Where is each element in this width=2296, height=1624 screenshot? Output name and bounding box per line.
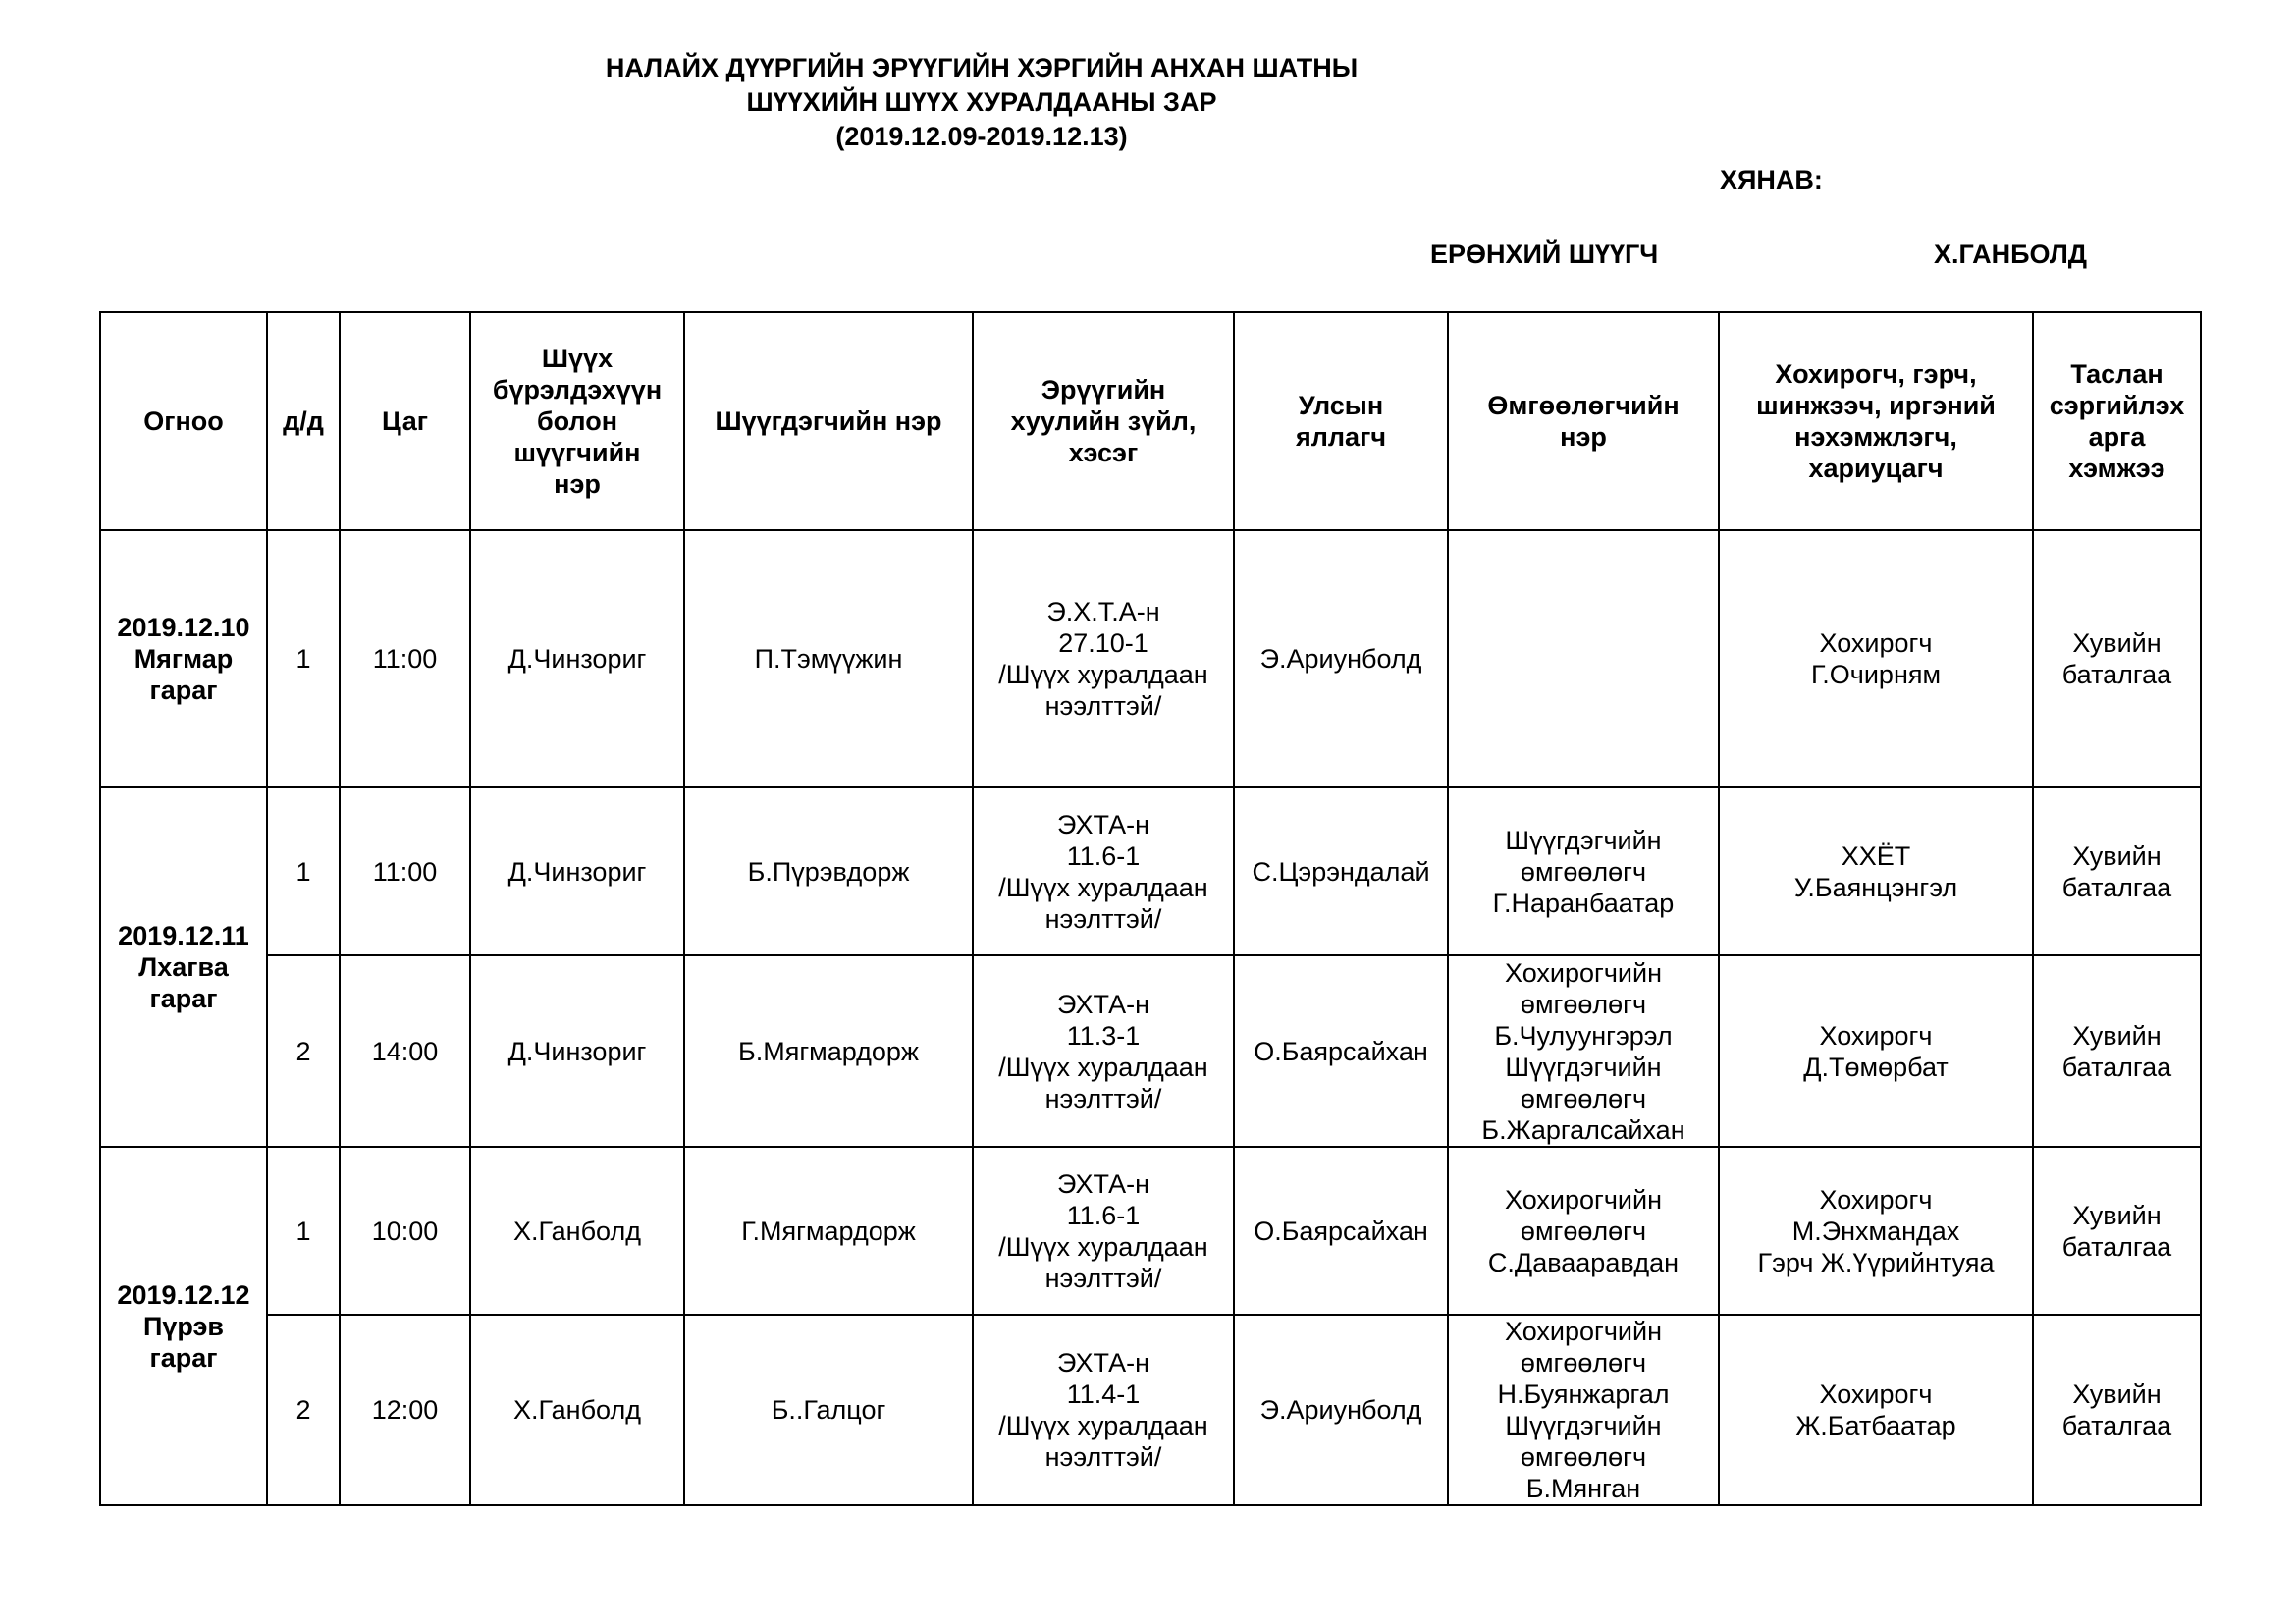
cell-text-line: Пүрэв — [142, 1311, 225, 1341]
cell-text-line: ЭХТА-н — [1057, 1348, 1149, 1378]
measure-cell — [2033, 1147, 2201, 1315]
number-cell: 2 — [267, 955, 340, 1147]
cell-text-line: Хохирогч, гэрч, — [1775, 359, 1977, 389]
cell-text-line: Хохирогчийн — [1504, 1184, 1663, 1215]
cell-text-line: Э.Х.Т.А-н — [1046, 597, 1160, 626]
cell-text-line: Лхагва — [138, 952, 229, 982]
date-cell — [100, 787, 267, 1147]
table-row — [100, 955, 2201, 1147]
cell-text-line: өмгөөлөгч — [1520, 1348, 1647, 1378]
cell-text-line: Шүүх — [541, 344, 614, 373]
cell-text-line: Огноо — [143, 406, 224, 436]
cell-text-line: Улсын — [1298, 391, 1384, 420]
table-row — [100, 1147, 2201, 1315]
date-cell — [100, 1147, 267, 1505]
cell-text-line: шинжээч, иргэний — [1756, 391, 1996, 420]
article-cell — [973, 787, 1234, 955]
cell-text-line: Хохирогчийн — [1504, 1317, 1663, 1346]
cell-text-line: Хохирогч — [1819, 1184, 1933, 1215]
measure-cell — [2033, 1315, 2201, 1505]
cell-text-line: нээлттэй/ — [1044, 1083, 1162, 1113]
cell-text-line: өмгөөлөгч — [1520, 1442, 1647, 1472]
measure-cell — [2033, 955, 2201, 1147]
col-header-date — [100, 312, 267, 530]
judge-cell: Х.Ганболд — [470, 1315, 684, 1505]
cell-text-line: 2019.12.10 — [117, 613, 250, 642]
cell-text-line: Цаг — [382, 406, 428, 436]
cell-text-line: баталгаа — [2061, 660, 2172, 689]
parties-cell — [1719, 787, 2033, 955]
cell-text-line: Шүүгдэгчийн — [1505, 1411, 1662, 1440]
defendant-cell: Г.Мягмардорж — [684, 1147, 973, 1315]
cell-text-line: баталгаа — [2061, 1231, 2172, 1262]
approve-label: ХЯНАВ: — [1720, 165, 1823, 194]
cell-text-line: Эрүүгийн — [1041, 375, 1166, 405]
cell-text-line: өмгөөлөгч — [1520, 989, 1647, 1019]
cell-text-line: /Шүүх хуралдаан — [998, 872, 1208, 902]
cell-text-line: Хувийн — [2072, 1380, 2162, 1409]
parties-cell — [1719, 1147, 2033, 1315]
defendant-cell: Б.Мягмардорж — [684, 955, 973, 1147]
hearing-schedule-table — [99, 311, 2202, 1506]
cell-text-line: Хувийн — [2072, 840, 2162, 871]
title-line-1: НАЛАЙХ ДҮҮРГИЙН ЭРҮҮГИЙН ХЭРГИЙН АНХАН ШАТНЫ — [605, 53, 1359, 82]
lawyer-cell — [1448, 1315, 1719, 1505]
defendant-cell: Б.Пүрэвдорж — [684, 787, 973, 955]
cell-text-line: Таслан — [2070, 359, 2163, 389]
title-line-2: ШҮҮХИЙН ШҮҮХ ХУРАЛДААНЫ ЗАР — [746, 87, 1217, 117]
document-title — [0, 51, 1963, 154]
cell-text-line: Хохирогч — [1819, 1020, 1933, 1051]
cell-text-line: Шүүгдэгчийн — [1505, 825, 1662, 855]
lawyer-cell — [1448, 955, 1719, 1147]
judge-cell: Х.Ганболд — [470, 1147, 684, 1315]
cell-text-line: яллагч — [1296, 422, 1386, 452]
cell-text-line: гараг — [149, 676, 218, 705]
col-header-lawyer — [1448, 312, 1719, 530]
col-header-prosecutor — [1234, 312, 1448, 530]
cell-text-line: Б.Мянган — [1525, 1474, 1641, 1503]
number-cell: 1 — [267, 1147, 340, 1315]
col-header-defendant — [684, 312, 973, 530]
cell-text-line: Гэрч Ж.Үүрийнтуяа — [1757, 1247, 1995, 1277]
cell-text-line: Н.Буянжаргал — [1497, 1380, 1670, 1409]
cell-text-line: Хохирогч — [1819, 1380, 1933, 1409]
cell-text-line: нэр — [1560, 422, 1607, 452]
cell-text-line: Б.Чулуунгэрэл — [1494, 1020, 1673, 1051]
chief-judge-name: Х.ГАНБОЛД — [1934, 240, 2088, 269]
cell-text-line: Д.Төмөрбат — [1803, 1052, 1949, 1082]
cell-text-line: болон — [536, 406, 618, 436]
col-header-number — [267, 312, 340, 530]
time-cell: 12:00 — [340, 1315, 470, 1505]
cell-text-line: Шүүгдэгчийн нэр — [715, 406, 942, 436]
cell-text-line: нээлттэй/ — [1044, 903, 1162, 934]
prosecutor-cell: О.Баярсайхан — [1234, 955, 1448, 1147]
cell-text-line: өмгөөлөгч — [1520, 1216, 1647, 1246]
prosecutor-cell: С.Цэрэндалай — [1234, 787, 1448, 955]
col-header-measure — [2033, 312, 2201, 530]
cell-text-line: нээлттэй/ — [1044, 1442, 1162, 1472]
prosecutor-cell: Э.Ариунболд — [1234, 530, 1448, 787]
cell-text-line: нэр — [554, 469, 601, 499]
cell-text-line: 2019.12.12 — [117, 1279, 250, 1310]
cell-text-line: баталгаа — [2061, 1411, 2172, 1440]
cell-text-line: хэсэг — [1068, 438, 1139, 467]
cell-text-line: 11.6-1 — [1066, 840, 1141, 871]
lawyer-cell — [1448, 530, 1719, 787]
chief-judge-label: ЕРӨНХИЙ ШҮҮГЧ — [1430, 240, 1659, 269]
cell-text-line: гараг — [149, 1342, 218, 1373]
cell-text-line: өмгөөлөгч — [1520, 856, 1647, 887]
cell-text-line: 27.10-1 — [1058, 628, 1148, 658]
article-cell — [973, 530, 1234, 787]
cell-text-line: У.Баянцэнгэл — [1793, 872, 1958, 902]
judge-cell: Д.Чинзориг — [470, 787, 684, 955]
defendant-cell: Б..Галцог — [684, 1315, 973, 1505]
prosecutor-cell: О.Баярсайхан — [1234, 1147, 1448, 1315]
cell-text-line: сэргийлэх — [2049, 391, 2185, 420]
cell-text-line: бүрэлдэхүүн — [492, 375, 663, 405]
parties-cell — [1719, 1315, 2033, 1505]
col-header-parties — [1719, 312, 2033, 530]
cell-text-line: хэмжээ — [2068, 454, 2165, 483]
cell-text-line: нээлттэй/ — [1044, 691, 1162, 721]
lawyer-cell — [1448, 1147, 1719, 1315]
measure-cell — [2033, 530, 2201, 787]
col-header-judge — [470, 312, 684, 530]
cell-text-line: нээлттэй/ — [1044, 1263, 1162, 1293]
cell-text-line: М.Энхмандах — [1791, 1216, 1960, 1246]
cell-text-line: баталгаа — [2061, 872, 2172, 902]
cell-text-line: /Шүүх хуралдаан — [998, 1411, 1208, 1440]
time-cell: 10:00 — [340, 1147, 470, 1315]
cell-text-line: Хувийн — [2072, 628, 2162, 658]
cell-text-line: ЭХТА-н — [1057, 989, 1149, 1019]
cell-text-line: Б.Жаргалсайхан — [1481, 1114, 1685, 1145]
article-cell — [973, 1315, 1234, 1505]
cell-text-line: Хувийн — [2072, 1020, 2162, 1051]
table-row — [100, 530, 2201, 787]
cell-text-line: /Шүүх хуралдаан — [998, 1052, 1208, 1082]
table-header-row — [100, 312, 2201, 530]
parties-cell — [1719, 955, 2033, 1147]
cell-text-line: д/д — [283, 406, 324, 436]
judge-cell: Д.Чинзориг — [470, 530, 684, 787]
cell-text-line: өмгөөлөгч — [1520, 1083, 1647, 1113]
cell-text-line: Шүүгдэгчийн — [1505, 1052, 1662, 1082]
time-cell: 11:00 — [340, 787, 470, 955]
cell-text-line: /Шүүх хуралдаан — [998, 660, 1208, 689]
title-line-3: (2019.12.09-2019.12.13) — [835, 122, 1128, 151]
number-cell: 2 — [267, 1315, 340, 1505]
number-cell: 1 — [267, 530, 340, 787]
time-cell: 11:00 — [340, 530, 470, 787]
cell-text-line: ХХЁТ — [1841, 840, 1911, 871]
cell-text-line: Хохирогч — [1819, 628, 1933, 658]
cell-text-line: Мягмар — [133, 644, 234, 674]
number-cell: 1 — [267, 787, 340, 955]
cell-text-line: 11.4-1 — [1066, 1380, 1141, 1409]
article-cell — [973, 955, 1234, 1147]
cell-text-line: 11.3-1 — [1066, 1020, 1141, 1051]
cell-text-line: /Шүүх хуралдаан — [998, 1231, 1208, 1262]
cell-text-line: хариуцагч — [1808, 454, 1944, 483]
cell-text-line: ЭХТА-н — [1057, 1168, 1149, 1199]
lawyer-cell — [1448, 787, 1719, 955]
cell-text-line: Хохирогчийн — [1504, 957, 1663, 988]
cell-text-line: Г.Наранбаатар — [1492, 888, 1675, 918]
cell-text-line: 2019.12.11 — [118, 921, 249, 950]
defendant-cell: П.Тэмүүжин — [684, 530, 973, 787]
cell-text-line: арга — [2088, 422, 2146, 452]
cell-text-line: нэхэмжлэгч, — [1794, 422, 1957, 452]
table-row — [100, 1315, 2201, 1505]
cell-text-line: шүүгчийн — [513, 438, 641, 467]
cell-text-line: баталгаа — [2061, 1052, 2172, 1082]
time-cell: 14:00 — [340, 955, 470, 1147]
cell-text-line: Хувийн — [2072, 1200, 2162, 1230]
prosecutor-cell: Э.Ариунболд — [1234, 1315, 1448, 1505]
table-row — [100, 787, 2201, 955]
article-cell — [973, 1147, 1234, 1315]
cell-text-line: ЭХТА-н — [1057, 809, 1149, 839]
cell-text-line: 11.6-1 — [1066, 1200, 1141, 1230]
cell-text-line: гараг — [149, 984, 218, 1013]
col-header-article — [973, 312, 1234, 530]
cell-text-line: С.Давааравдан — [1487, 1247, 1680, 1277]
measure-cell — [2033, 787, 2201, 955]
cell-text-line: хуулийн зүйл, — [1010, 406, 1197, 436]
cell-text-line: Г.Очирням — [1810, 660, 1942, 689]
date-cell — [100, 530, 267, 787]
judge-cell: Д.Чинзориг — [470, 955, 684, 1147]
parties-cell — [1719, 530, 2033, 787]
cell-text-line: Ж.Батбаатар — [1795, 1411, 1956, 1440]
col-header-time — [340, 312, 470, 530]
cell-text-line: Өмгөөлөгчийн — [1487, 391, 1680, 420]
